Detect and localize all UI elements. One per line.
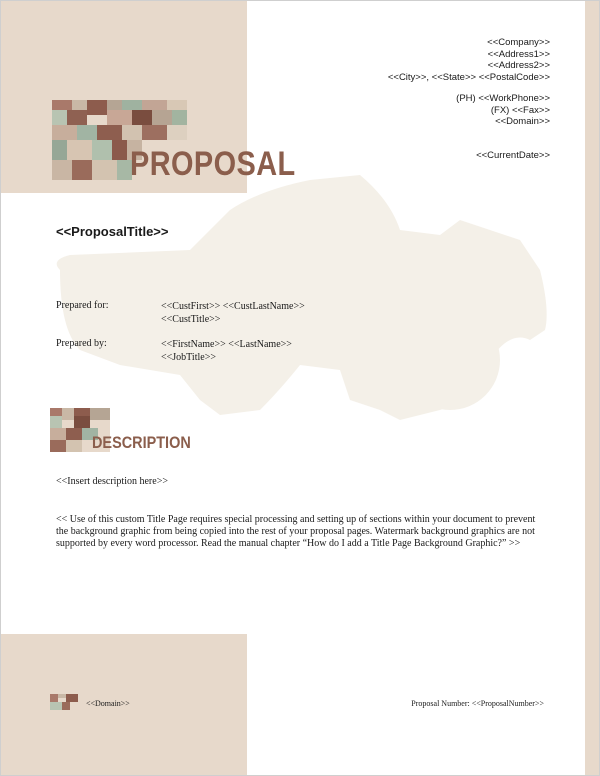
footer-proposal-number: Proposal Number: <<ProposalNumber>>	[411, 699, 544, 708]
contact-block	[456, 93, 550, 128]
description-placeholder: <<Insert description here>>	[56, 476, 168, 487]
right-edge-strip	[585, 1, 599, 775]
prepared-by-name: <<FirstName>> <<LastName>>	[161, 339, 292, 350]
proposal-title: <<ProposalTitle>>	[56, 224, 169, 239]
prepared-for-label: Prepared for:	[56, 300, 109, 311]
header-domain: <<Domain>>	[495, 116, 550, 127]
work-phone: (PH) <<WorkPhone>>	[456, 93, 550, 104]
fax-number: (FX) <<Fax>>	[490, 104, 550, 116]
current-date: <<CurrentDate>>	[476, 150, 550, 161]
city-state-postal: <<City>>, <<State>> <<PostalCode>>	[387, 71, 550, 83]
prepared-for-title: <<CustTitle>>	[161, 314, 221, 325]
prepared-by-title: <<JobTitle>>	[161, 352, 216, 363]
company-name: <<Company>>	[487, 37, 550, 48]
camo-pattern-graphic	[50, 694, 78, 710]
address-line-1: <<Address1>>	[487, 48, 550, 60]
footer-domain: <<Domain>>	[86, 699, 130, 708]
company-address-block	[388, 37, 550, 83]
address-line-2: <<Address2>>	[487, 60, 550, 71]
title-page-note: << Use of this custom Title Page requires special processing and setting up of sections within your document to prevent the background graphic from being copied into the rest of your proposal pages. Watermark background graphics are not supported by every word processor. Read the manual chapter “How do I add a Title Page Background Graphic?” >>	[56, 514, 536, 549]
prepared-for-name: <<CustFirst>> <<CustLastName>>	[161, 301, 305, 312]
prepared-by-label: Prepared by:	[56, 338, 107, 349]
proposal-heading: PROPOSAL	[130, 145, 296, 183]
description-heading: DESCRIPTION	[92, 433, 191, 452]
